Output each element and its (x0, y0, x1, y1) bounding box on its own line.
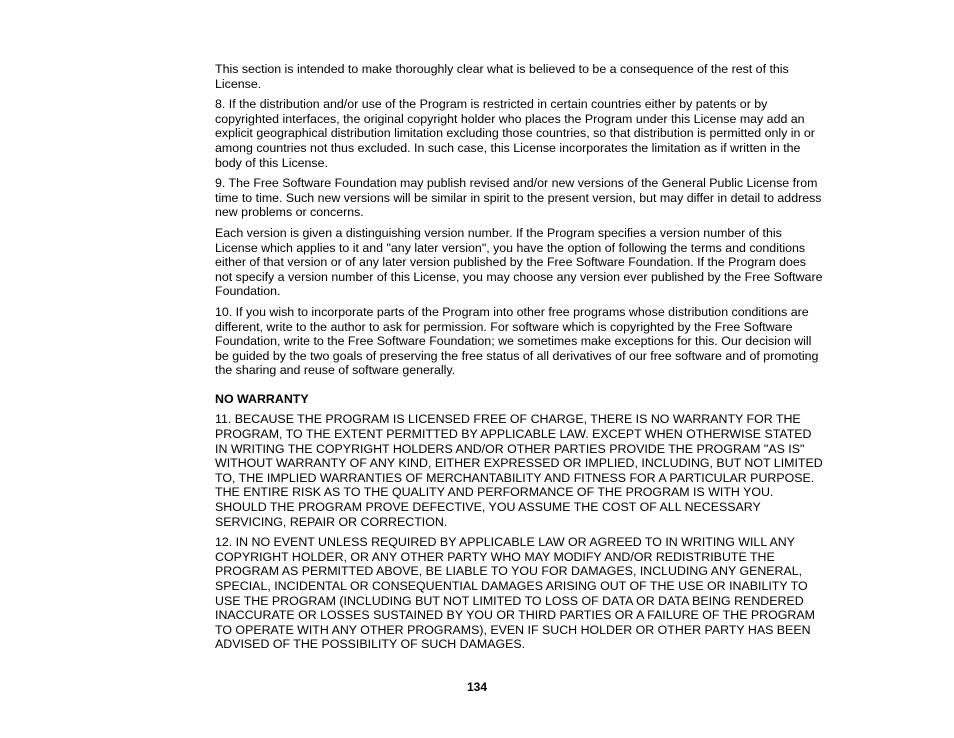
section-heading-no-warranty: NO WARRANTY (215, 391, 309, 406)
paragraph-version-number: Each version is given a distinguishing version number. If the Program specifies a version number of this License which applies to it and "any later version", you have the option of following the terms and conditions either of that version or of any later version published by the Free Software Foundation. If the Program does not specify a version number of this License, you may choose any version ever published by the Free Software Foundation. (215, 225, 823, 299)
paragraph-consequence: This section is intended to make thoroughly clear what is believed to be a consequence of the rest of this License. (215, 62, 789, 91)
document-body (215, 62, 825, 658)
paragraph-section-10: 10. If you wish to incorporate parts of the Program into other free programs whose distribution conditions are different, write to the author to ask for permission. For software which is copyrighted by the Free Software Foundation, write to the Free Software Foundation; we sometimes make exceptions for this. Our decision will be guided by the two goals of preserving the free status of all derivatives of our free software and of promoting the sharing and reuse of software generally. (215, 304, 819, 378)
paragraph-section-11: 11. BECAUSE THE PROGRAM IS LICENSED FREE OF CHARGE, THERE IS NO WARRANTY FOR THE PROGRAM, TO THE EXTENT PERMITTED BY APPLICABLE LAW. EXCEPT WHEN OTHERWISE STATED IN WRITING THE COPYRIGHT HOLDERS AND/OR OTHER PARTIES PROVIDE THE PROGRAM "AS IS" WITHOUT WARRANTY OF ANY KIND, EITHER EXPRESSED OR IMPLIED, INCLUDING, BUT NOT LIMITED TO, THE IMPLIED WARRANTIES OF MERCHANTABILITY AND FITNESS FOR A PARTICULAR PURPOSE. THE ENTIRE RISK AS TO THE QUALITY AND PERFORMANCE OF THE PROGRAM IS WITH YOU. SHOULD THE PROGRAM PROVE DEFECTIVE, YOU ASSUME THE COST OF ALL NECESSARY SERVICING, REPAIR OR CORRECTION. (215, 412, 823, 529)
page-number: 134 (466, 680, 488, 694)
paragraph-section-8: 8. If the distribution and/or use of the Program is restricted in certain countries either by patents or by copyrighted interfaces, the original copyright holder who places the Program under this License may add an explicit geographical distribution limitation excluding those countries, so that distribution is permitted only in or among countries not thus excluded. In such case, this License incorporates the limitation as if written in the body of this License. (215, 97, 815, 170)
paragraph-section-9: 9. The Free Software Foundation may publish revised and/or new versions of the General Public License from time to time. Such new versions will be similar in spirit to the present version, but may differ in detail to address new problems or concerns. (215, 176, 822, 220)
paragraph-section-12: 12. IN NO EVENT UNLESS REQUIRED BY APPLICABLE LAW OR AGREED TO IN WRITING WILL ANY COPYRIGHT HOLDER, OR ANY OTHER PARTY WHO MAY MODIFY AND/OR REDISTRIBUTE THE PROGRAM AS PERMITTED ABOVE, BE LIABLE TO YOU FOR DAMAGES, INCLUDING ANY GENERAL, SPECIAL, INCIDENTAL OR CONSEQUENTIAL DAMAGES ARISING OUT OF THE USE OR INABILITY TO USE THE PROGRAM (INCLUDING BUT NOT LIMITED TO LOSS OF DATA OR DATA BEING RENDERED INACCURATE OR LOSSES SUSTAINED BY YOU OR THIRD PARTIES OR A FAILURE OF THE PROGRAM TO OPERATE WITH ANY OTHER PROGRAMS), EVEN IF SUCH HOLDER OR OTHER PARTY HAS BEEN ADVISED OF THE POSSIBILITY OF SUCH DAMAGES. (215, 535, 815, 652)
